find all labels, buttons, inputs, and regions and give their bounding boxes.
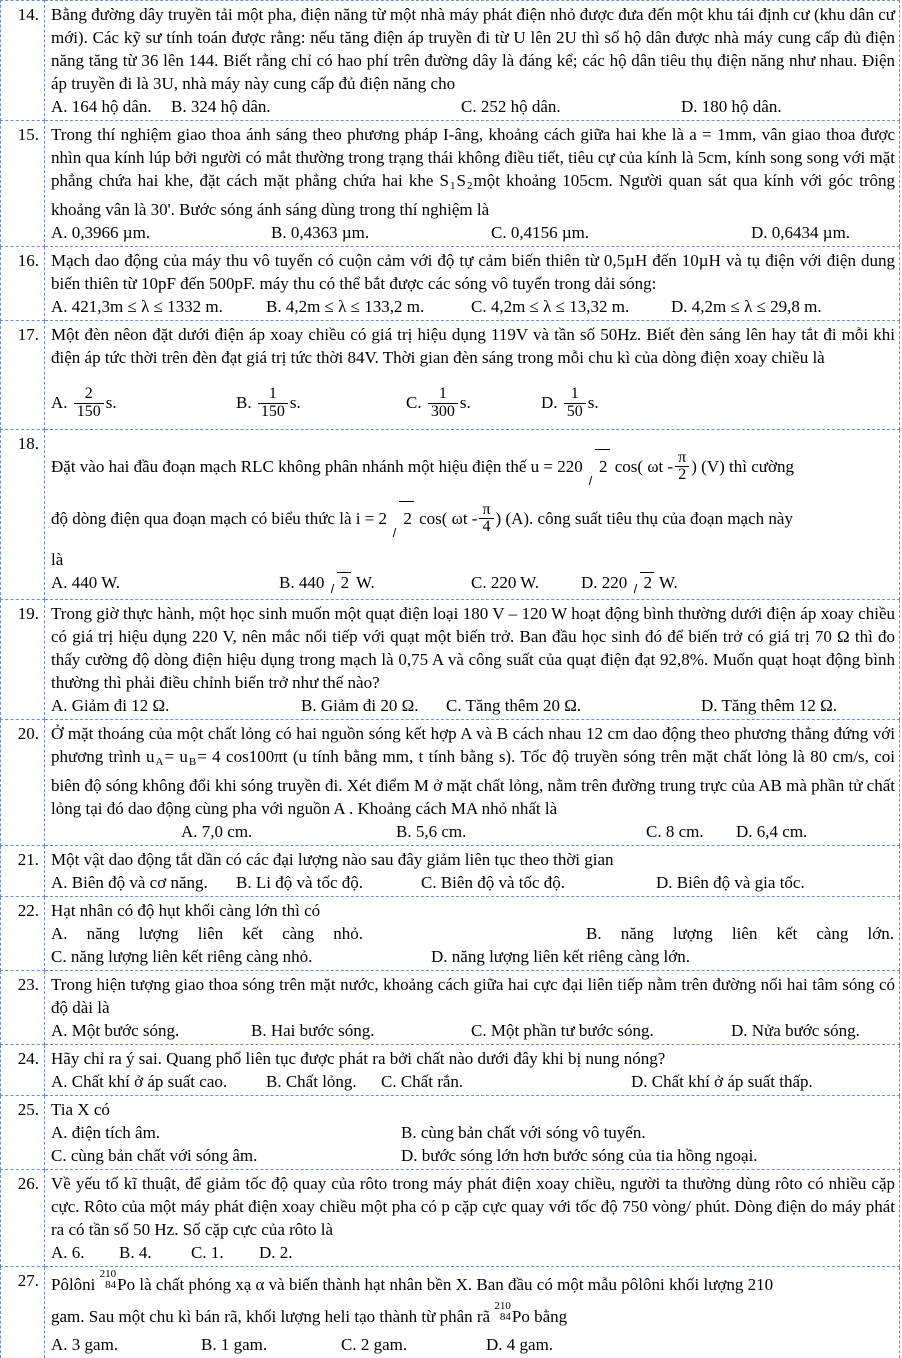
option-22-c[interactable]: C. năng lượng liên kết riêng càng nhỏ. xyxy=(51,946,313,966)
question-number-17: 17. xyxy=(1,320,45,429)
subscript-s2: 2 xyxy=(467,179,473,192)
subscript-a: A xyxy=(155,755,164,768)
option-19-d[interactable]: D. Tăng thêm 12 Ω. xyxy=(701,695,838,715)
option-25-a[interactable]: A. điện tích âm. xyxy=(51,1122,161,1142)
question-number-22: 22. xyxy=(1,896,45,970)
question-row-23 xyxy=(1,970,900,1044)
question-number-16: 16. xyxy=(1,246,45,320)
isotope-notation-2: 210 84 xyxy=(494,1299,511,1323)
option-14-b[interactable]: B. 324 hộ dân. xyxy=(171,97,271,116)
question-stem-25: Tia X có xyxy=(51,1099,110,1119)
question-row-22 xyxy=(1,896,900,970)
question-stem-24: Hãy chỉ ra ý sai. Quang phổ liên tục được phát ra bởi chất nào dưới đây khi bị nung nóng? xyxy=(51,1048,666,1068)
fraction-17-b: $\frac{1}{150}$ xyxy=(258,386,288,421)
option-17-b-unit: s. xyxy=(289,392,301,412)
question-stem-20: Ở mặt thoáng của một chất lỏng có hai nguồn sóng kết hợp A và B cách nhau 12 cm dao động theo phương thẳng đứng với phương trình $u_A= u_B= 4$ cos100πt (u tính bằng mm, t tính bằng s). Tốc độ truyền sóng trên mặt chất lỏng là 80 cm/s, coi biên độ sóng không đổi khi sóng truyền đi. Xét điểm M ở mặt chất lỏng, nằm trên đường trung trực của AB mà phần tử chất lỏng tại đó dao động cùng pha với nguồn A . Khoảng cách MA nhỏ nhất là xyxy=(51,723,896,818)
question-row-14 xyxy=(1,1,900,121)
option-25-c[interactable]: C. cùng bản chất với sóng âm. xyxy=(51,1145,258,1165)
sqrt-symbol-2: 2 xyxy=(392,500,414,538)
question-27-line-1: Pôlôni 210 84 Po là chất phóng xạ α và biến thành hạt nhân bền X. Ban đầu có một mẫu pôlôni khối lượng 210 xyxy=(51,1267,774,1294)
option-15-c[interactable]: C. 0,4156 µm. xyxy=(491,222,590,242)
option-17-c-unit: s. xyxy=(459,392,471,412)
options-row-18 xyxy=(51,571,895,597)
question-body-21 xyxy=(45,845,900,896)
option-15-d[interactable]: D. 0,6434 µm. xyxy=(751,222,851,242)
option-19-b[interactable]: B. Giảm đi 20 Ω. xyxy=(301,695,419,715)
option-26-a[interactable]: A. 6. xyxy=(51,1242,85,1262)
option-27-b[interactable]: B. 1 gam. xyxy=(201,1334,268,1354)
option-22-a[interactable]: A. năng lượng liên kết càng nhỏ. xyxy=(51,923,363,943)
option-21-a[interactable]: A. Biên độ và cơ năng. xyxy=(51,872,208,892)
question-stem-21: Một vật dao động tắt dần có các đại lượng nào sau đây giảm liên tục theo thời gian xyxy=(51,849,614,869)
isotope-notation-1: 210 84 xyxy=(99,1267,117,1291)
option-14-c[interactable]: C. 252 hộ dân. xyxy=(461,97,561,116)
question-stem-22: Hạt nhân có độ hụt khối càng lớn thì có xyxy=(51,900,321,920)
option-14-a[interactable]: A. 164 hộ dân. xyxy=(51,97,152,116)
option-18-c[interactable]: C. 220 W. xyxy=(471,572,540,592)
option-22-b[interactable]: B. năng lượng liên kết càng lớn. xyxy=(586,923,894,943)
option-17-c-label: C. xyxy=(406,392,422,412)
question-row-17 xyxy=(1,320,900,429)
option-17-a[interactable] xyxy=(51,384,117,422)
stem-part-2: S xyxy=(456,171,466,190)
question-body-24 xyxy=(45,1044,900,1095)
question-body-26 xyxy=(45,1169,900,1266)
sqrt-symbol-3: 2 xyxy=(330,571,352,594)
options-row-15 xyxy=(51,221,895,244)
question-stem-17: Một đèn nêon đặt dưới điện áp xoay chiều có giá trị hiệu dụng 119V và tần số 50Hz. Biết đèn sáng lên hay tắt đi mỗi khi điện áp tức thời trên đèn đạt giá trị tức thời 84V. Thời gian đèn sáng trong mỗi chu kì của dòng điện xoay chiều là xyxy=(51,324,895,367)
stem-part-1: Trong thí nghiệm giao thoa ánh sáng theo phương pháp I-âng, khoảng cách giữa hai khe là a = 1mm, vân giao thoa được nhìn qua kính lúp bởi người có mắt thường trong trạng thái không điều tiết, tiêu cự của kính là 5cm, kính song song với mặt phẳng chứa hai khe, đặt cách mặt phẳng chứa hai khe S xyxy=(51,125,895,190)
question-row-25 xyxy=(1,1095,900,1169)
question-number-19: 19. xyxy=(1,599,45,719)
option-15-b[interactable]: B. 0,4363 µm. xyxy=(271,222,370,242)
question-18-formula-line-1: Đặt vào hai đầu đoạn mạch RLC không phân nhánh một hiệu điện thế u = 220 2 cos( ωt - $\frac{\pi}{2}$ ) (V) thì cường xyxy=(51,448,895,486)
option-17-b[interactable] xyxy=(236,384,301,422)
fraction-pi-4: $\frac{\pi}{4}$ xyxy=(479,502,493,537)
subscript-b: B xyxy=(188,755,197,768)
fraction-pi-2: $\frac{\pi}{2}$ xyxy=(675,450,689,485)
option-21-d[interactable]: D. Biên độ và gia tốc. xyxy=(656,872,805,892)
option-21-c[interactable]: C. Biên độ và tốc độ. xyxy=(421,872,566,892)
question-number-20: 20. xyxy=(1,719,45,845)
option-18-a[interactable]: A. 440 W. xyxy=(51,572,120,592)
option-17-a-unit: s. xyxy=(105,392,117,412)
question-body-15 xyxy=(45,121,900,247)
option-20-c[interactable]: C. 8 cm. xyxy=(646,821,704,841)
options-row-20 xyxy=(51,820,895,843)
options-row-21 xyxy=(51,871,895,894)
question-number-23: 23. xyxy=(1,970,45,1044)
option-17-d-unit: s. xyxy=(587,392,599,412)
option-20-b[interactable]: B. 5,6 cm. xyxy=(396,821,467,841)
option-22-d[interactable]: D. năng lượng liên kết riêng càng lớn. xyxy=(431,946,690,966)
stem-part-3: một khoảng 105cm. Người quan sát qua kính với góc trông khoảng vân là 30'. Bước sóng ánh sáng dùng trong thí nghiệm là xyxy=(51,171,895,219)
question-body-14 xyxy=(45,1,900,121)
options-row-22-bottom xyxy=(51,945,895,968)
option-24-d[interactable]: D. Chất khí ở áp suất thấp. xyxy=(631,1071,813,1091)
options-row-25-bottom xyxy=(51,1144,895,1167)
subscript-s1: 1 xyxy=(450,179,456,192)
options-row-23 xyxy=(51,1019,895,1042)
option-16-a[interactable]: A. 421,3m ≤ λ ≤ 1332 m. xyxy=(51,296,223,316)
question-stem-16: Mạch dao động của máy thu vô tuyến có cuộn cảm với độ tự cảm biến thiên từ 0,5µH đến 10µH và tụ điện với điện dung biến thiên từ 10pF đến 500pF. máy thu có thể bắt được các sóng vô tuyến trong dải sóng: xyxy=(51,250,895,293)
question-stem-19: Trong giờ thực hành, một học sinh muốn một quạt điện loại 180 V – 120 W hoạt động bình thường dưới điện áp xoay chiều có giá trị hiệu dụng 220 V, nên mắc nối tiếp với quạt một biến trở. Ban đầu học sinh đó để biến trở có giá trị 70 Ω thì đo thấy cường độ dòng điện hiệu dụng trong mạch là 0,75 A và công suất của quạt điện đạt 92,8%. Muốn quạt hoạt động bình thường thì phải điều chỉnh biến trở như thế nào? xyxy=(51,603,895,692)
question-18-formula-line-2: độ dòng điện qua đoạn mạch có biểu thức là i = 2 2 cos( ωt - $\frac{\pi}{4}$ ) (A). công suất tiêu thụ của đoạn mạch này xyxy=(51,500,895,538)
question-row-18 xyxy=(1,429,900,599)
options-row-22-top xyxy=(51,922,895,945)
question-body-19 xyxy=(45,599,900,719)
question-body-18 xyxy=(45,429,900,599)
question-body-16 xyxy=(45,246,900,320)
option-26-c[interactable]: C. 1. xyxy=(191,1242,224,1262)
question-stem-23: Trong hiện tượng giao thoa sóng trên mặt nước, khoảng cách giữa hai cực đại liên tiếp nằm trên đường nối hai tâm sóng có độ dài là xyxy=(51,974,895,1017)
question-number-26: 26. xyxy=(1,1169,45,1266)
option-27-d[interactable]: D. 4 gam. xyxy=(486,1334,554,1354)
option-23-d[interactable]: D. Nửa bước sóng. xyxy=(731,1020,860,1040)
option-17-a-label: A. xyxy=(51,392,68,412)
question-27-line-2: gam. Sau một chu kì bán rã, khối lượng heli tạo thành từ phân rã 210 84 Po bằng xyxy=(51,1299,568,1326)
question-body-20 xyxy=(45,719,900,845)
option-23-b[interactable]: B. Hai bước sóng. xyxy=(251,1020,375,1040)
options-row-26 xyxy=(51,1241,895,1264)
option-27-c[interactable]: C. 2 gam. xyxy=(341,1334,408,1354)
sqrt-symbol-4: 2 xyxy=(633,571,655,594)
option-20-d[interactable]: D. 6,4 cm. xyxy=(736,821,808,841)
question-number-21: 21. xyxy=(1,845,45,896)
option-19-a[interactable]: A. Giảm đi 12 Ω. xyxy=(51,695,170,715)
question-stem-26: Về yếu tố kĩ thuật, để giảm tốc độ quay của rôto trong máy phát điện xoay chiều, người ta thường dùng rôto có nhiều cặp cực. Rôto của một máy phát điện xoay chiều một pha có p cặp cực quay với tốc độ 750 vòng/ phút. Dòng điện do máy phát ra có tần số 50 Hz. Số cặp cực của rôto là xyxy=(51,1173,895,1239)
question-number-27: 27. xyxy=(1,1266,45,1358)
question-row-21 xyxy=(1,845,900,896)
option-19-c[interactable]: C. Tăng thêm 20 Ω. xyxy=(446,695,582,715)
question-row-26 xyxy=(1,1169,900,1266)
option-24-a[interactable]: A. Chất khí ở áp suất cao. xyxy=(51,1071,228,1091)
question-18-formula-line-3: là xyxy=(51,549,64,569)
options-row-19 xyxy=(51,694,895,717)
question-body-27 xyxy=(45,1266,900,1358)
option-25-d[interactable]: D. bước sóng lớn hơn bước sóng của tia hồng ngoại. xyxy=(401,1145,758,1165)
question-row-16 xyxy=(1,246,900,320)
fraction-17-a: $\frac{2}{150}$ xyxy=(74,386,104,421)
option-25-b[interactable]: B. cùng bản chất với sóng vô tuyến. xyxy=(401,1122,646,1142)
option-16-b[interactable]: B. 4,2m ≤ λ ≤ 133,2 m. xyxy=(266,296,425,316)
question-stem-14: Bằng đường dây truyền tải một pha, điện năng từ một nhà máy phát điện nhỏ được đưa đến một khu tái định cư (khu dân cư mới). Các kỹ sư tính toán được rằng: nếu tăng điện áp truyền đi từ U lên 2U thì số hộ dân được nhà máy cung cấp đủ điện năng tăng từ 36 lên 144. Biết rằng chỉ có hao phí trên đường dây là đáng kể; các hộ dân tiêu thụ điện năng như nhau. Điện áp truyền đi là 3U, nhà máy này cung cấp đủ điện năng cho xyxy=(51,5,895,93)
question-number-14: 14. xyxy=(1,1,45,121)
question-body-17 xyxy=(45,320,900,429)
options-row-24 xyxy=(51,1070,895,1093)
option-14-d[interactable]: D. 180 hộ dân. xyxy=(681,97,782,116)
option-16-d[interactable]: D. 4,2m ≤ λ ≤ 29,8 m. xyxy=(671,296,822,316)
question-body-23 xyxy=(45,970,900,1044)
option-15-a[interactable]: A. 0,3966 µm. xyxy=(51,222,151,242)
question-body-22 xyxy=(45,896,900,970)
option-16-c[interactable]: C. 4,2m ≤ λ ≤ 13,32 m. xyxy=(471,296,630,316)
sqrt-symbol-1: 2 xyxy=(588,448,610,486)
option-26-d[interactable]: D. 2. xyxy=(259,1242,293,1262)
option-17-b-label: B. xyxy=(236,392,252,412)
question-number-15: 15. xyxy=(1,121,45,247)
option-17-d[interactable] xyxy=(541,384,599,422)
option-23-c[interactable]: C. Một phần tư bước sóng. xyxy=(471,1020,654,1040)
option-17-d-label: D. xyxy=(541,392,558,412)
options-row-16 xyxy=(51,295,895,318)
option-24-b[interactable]: B. Chất lỏng. xyxy=(266,1071,357,1091)
fraction-17-d: $\frac{1}{50}$ xyxy=(564,386,586,421)
question-row-24 xyxy=(1,1044,900,1095)
option-18-b[interactable]: B. 440 2 W. xyxy=(279,572,375,592)
question-row-20 xyxy=(1,719,900,845)
question-row-27 xyxy=(1,1266,900,1358)
question-body-25 xyxy=(45,1095,900,1169)
question-number-25: 25. xyxy=(1,1095,45,1169)
question-stem-15 xyxy=(51,123,895,221)
option-23-a[interactable]: A. Một bước sóng. xyxy=(51,1020,180,1040)
option-27-a[interactable]: A. 3 gam. xyxy=(51,1334,119,1354)
question-number-18: 18. xyxy=(1,429,45,599)
question-number-24: 24. xyxy=(1,1044,45,1095)
option-26-b[interactable]: B. 4. xyxy=(119,1242,152,1262)
option-18-d[interactable]: D. 220 2 W. xyxy=(581,572,678,592)
question-row-15 xyxy=(1,121,900,247)
options-row-27 xyxy=(51,1333,895,1356)
options-row-25-top xyxy=(51,1121,895,1144)
question-row-19 xyxy=(1,599,900,719)
option-17-c[interactable] xyxy=(406,384,471,422)
fraction-17-c: $\frac{1}{300}$ xyxy=(428,386,458,421)
option-24-c[interactable]: C. Chất rắn. xyxy=(381,1071,464,1091)
options-row-17 xyxy=(51,377,895,427)
options-row-14 xyxy=(51,95,895,118)
option-20-a[interactable]: A. 7,0 cm. xyxy=(181,821,253,841)
option-21-b[interactable]: B. Li độ và tốc độ. xyxy=(236,872,364,892)
